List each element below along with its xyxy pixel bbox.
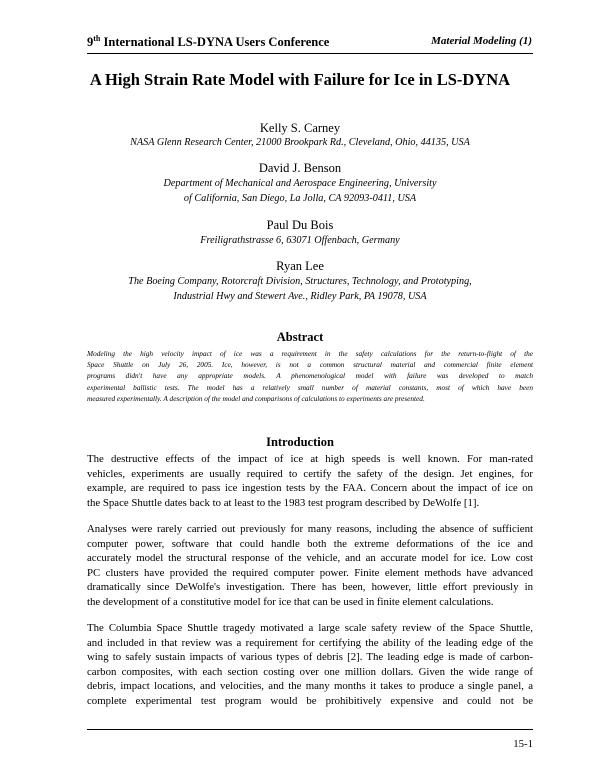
- affiliation-line: The Boeing Company, Rotorcraft Division, Structures, Technology, and Prototyping,: [128, 276, 472, 287]
- conference-ordinal-suffix: th: [93, 34, 101, 43]
- text-line: The destructive effects of the impact of ice at high speeds is well known. For man-rated: [87, 453, 533, 465]
- text-line: carbon composites, with each section costing over one million dollars. Given the wide range of: [87, 665, 533, 678]
- text-line: debris, impact locations, and velocities, and the many months it takes to produce a single panel, a: [87, 680, 533, 692]
- affiliation-line: of California, San Diego, La Jolla, CA 92093-0411, USA: [183, 193, 417, 204]
- affiliation-line: NASA Glenn Research Center, 21000 Brookpark Rd., Cleveland, Ohio, 44135, USA: [130, 137, 470, 148]
- text-line: computer power, software that could handle both the extreme deformations of the ice and: [87, 537, 533, 550]
- abstract-line: Space Shuttle on July 26, 2005. Ice, however, is not a common structural material and commercial finite element: [87, 360, 533, 370]
- text-line: PC clusters have provided the required computer power. Finite element methods have advanced: [87, 566, 533, 579]
- conference-ordinal: 9: [87, 35, 94, 50]
- abstract-body: [87, 348, 533, 404]
- abstract-line: measured experimentally. A description of the model and comparisons of calculations to experiments are presented.: [87, 393, 425, 403]
- text-line: the development of a constitutive model for ice that can be used in finite element calculations.: [87, 595, 494, 608]
- abstract-line: programs didn't have any appropriate models. A phenomenological model with failure was developed to match: [87, 371, 533, 381]
- affiliation-line: Freiligrathstrasse 6, 63071 Offenbach, Germany: [200, 235, 400, 246]
- page-number: 15-1: [513, 738, 533, 750]
- section-label: Material Modeling (1): [431, 35, 532, 47]
- text-line: example, are required to pass ice ingestion tests by the FAA. Concern about the impact of ice on: [87, 482, 533, 494]
- author-affiliation: [60, 135, 540, 150]
- abstract-line: Modeling the high velocity impact of ice was a requirement in the safety calculations for the return-to-flight of the: [87, 349, 533, 358]
- intro-paragraph: [87, 452, 533, 510]
- author-affiliation: [60, 233, 540, 248]
- intro-paragraph: [87, 522, 533, 609]
- header-rule: [87, 53, 533, 54]
- author-name: Ryan Lee: [276, 259, 324, 273]
- conference-name: [87, 34, 329, 50]
- author-name: David J. Benson: [258, 161, 342, 175]
- text-line: accurately model the structural response of the vehicle, and an accurate model for ice. Low cost: [87, 552, 533, 564]
- text-line: vehicles, experiments are usually required to certify the safety of the design. Jet engines, for: [87, 467, 533, 480]
- text-line: wing to safely sustain impacts of various types of debris [2]. The leading edge is made of carbon-: [87, 651, 533, 663]
- abstract-line: experimental ballistic tests. The model has a relatively small number of material constants, most of which have been: [87, 382, 533, 392]
- text-line: and included in that review was a requirement for certifying the ability of the leading edge of the: [87, 636, 533, 649]
- text-line: complete experimental test program would be prohibitively expensive and could not be: [87, 694, 533, 707]
- text-line: The Columbia Space Shuttle tragedy motivated a large scale safety review of the Space Shuttle,: [87, 622, 533, 634]
- author-name: Kelly S. Carney: [259, 121, 341, 135]
- text-line: the Space Shuttle dates back to at least to the 1983 test program described by DeWolfe [1].: [87, 496, 480, 509]
- affiliation-line: Department of Mechanical and Aerospace Engineering, University: [163, 178, 437, 189]
- intro-paragraph: [87, 621, 533, 708]
- affiliation-line: Industrial Hwy and Stewert Ave., Ridley Park, PA 19078, USA: [173, 291, 427, 302]
- author-affiliation: [60, 176, 540, 206]
- text-line: dramatically since DeWolfe's investigation. There has been, however, little effort previously in: [87, 581, 533, 593]
- conference-title: International LS-DYNA Users Conference: [100, 35, 330, 50]
- footer-rule: [87, 729, 533, 730]
- author-affiliation: [60, 274, 540, 304]
- author-name: Paul Du Bois: [266, 218, 334, 232]
- introduction-heading: Introduction: [266, 435, 334, 449]
- text-line: Analyses were rarely carried out previously for many reasons, including the absence of sufficient: [87, 523, 533, 535]
- paper-title: A High Strain Rate Model with Failure for Ice in LS-DYNA: [89, 70, 511, 89]
- abstract-heading: Abstract: [276, 330, 324, 344]
